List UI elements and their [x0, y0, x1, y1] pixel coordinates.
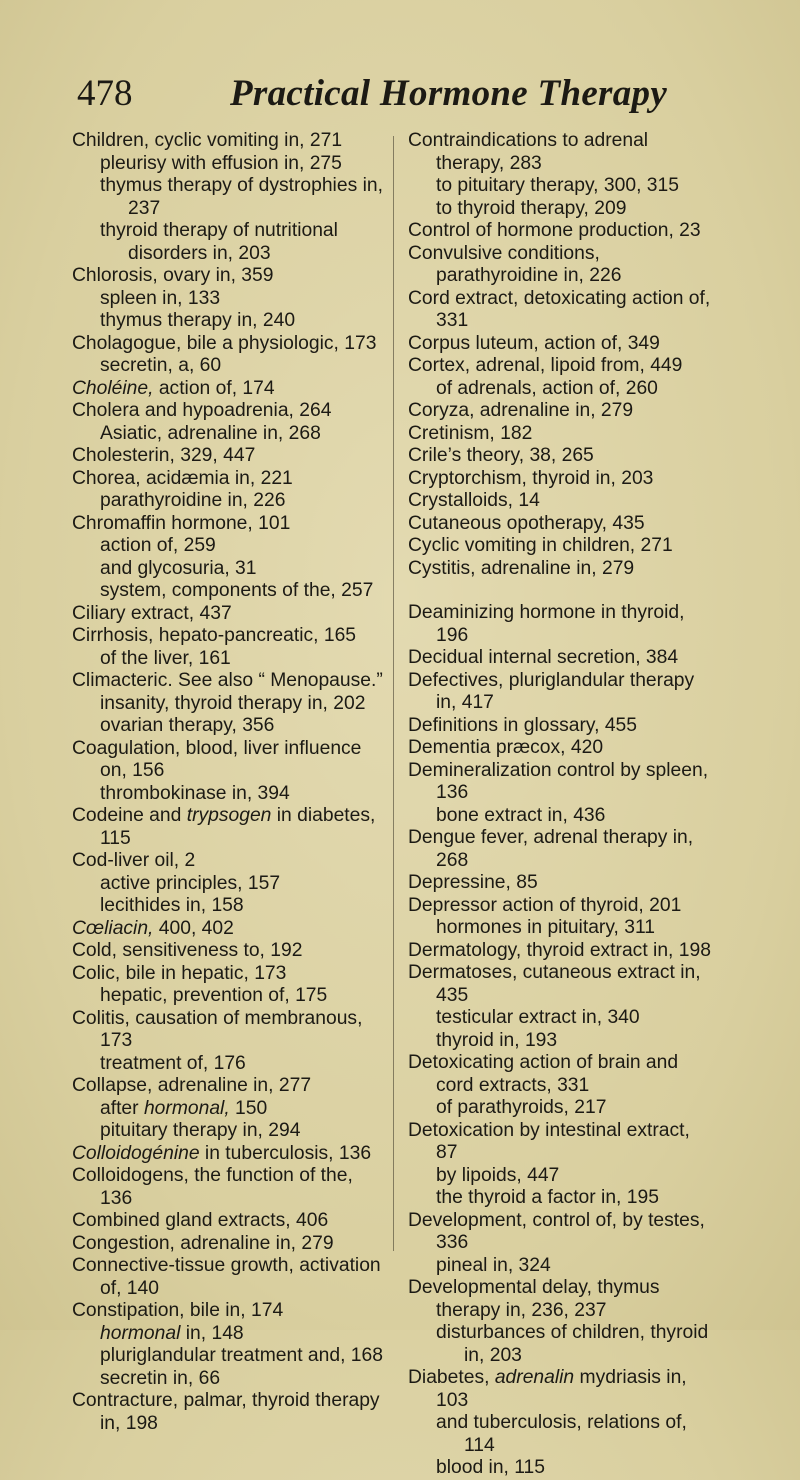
entry-italic-term: Choléine,	[72, 377, 154, 399]
index-entry	[408, 130, 713, 175]
entry-text: to pituitary therapy, 300, 315	[436, 175, 679, 196]
entry-text: ovarian therapy, 356	[100, 715, 275, 736]
entry-text: Colitis, causation of membranous, 173	[72, 1007, 363, 1051]
entry-text: pineal in, 324	[436, 1254, 551, 1276]
index-entry	[72, 670, 390, 693]
index-subentry	[408, 1412, 713, 1457]
entry-text: in diabetes, 115	[100, 805, 376, 849]
entry-text: Detoxicating action of brain and cord extracts, 331	[408, 1052, 679, 1096]
entry-text: thrombokinase in, 394	[100, 782, 290, 804]
entry-text: in tuberculosis, 136	[199, 1142, 372, 1164]
index-subentry	[408, 1255, 713, 1278]
index-entry	[408, 737, 713, 760]
entry-text: Defectives, pluriglandular therapy in, 417	[408, 669, 695, 713]
entry-text: Cystitis, adrenaline in, 279	[408, 557, 635, 579]
entry-text: Development, control of, by testes, 336	[408, 1209, 705, 1253]
entry-text: Connective-tissue growth, activation of, 140	[72, 1255, 381, 1299]
index-subentry	[72, 423, 390, 446]
entry-text: Cirrhosis, hepato-pancreatic, 165	[72, 625, 357, 646]
index-entry	[408, 535, 713, 558]
index-entry	[72, 513, 390, 536]
index-subentry	[72, 873, 390, 896]
entry-text: Dementia præcox, 420	[408, 737, 604, 758]
entry-text: Definitions in glossary, 455	[408, 714, 637, 736]
index-entry	[408, 1277, 713, 1322]
entry-text: Cholera and hypoadrenia, 264	[72, 400, 332, 421]
index-entry	[72, 963, 390, 986]
index-subentry	[72, 288, 390, 311]
entry-text: Deaminizing hormone in thyroid, 196	[408, 602, 685, 646]
entry-text: Corpus luteum, action of, 349	[408, 332, 660, 354]
index-subentry	[72, 783, 390, 806]
entry-text: and glycosuria, 31	[100, 557, 257, 579]
entry-text: Depressine, 85	[408, 872, 538, 893]
entry-text: Contracture, palmar, thyroid therapy in, 198	[72, 1390, 380, 1434]
entry-text: Colloidogens, the function of the, 136	[72, 1165, 353, 1209]
index-entry	[72, 265, 390, 288]
index-entry	[408, 513, 713, 536]
entry-text: Cord extract, detoxicating action of, 331	[408, 287, 711, 331]
entry-text: lecithides in, 158	[100, 895, 244, 916]
entry-text: spleen in, 133	[100, 287, 221, 309]
entry-text: Control of hormone production, 23	[408, 220, 701, 241]
index-subentry	[408, 175, 713, 198]
index-entry	[408, 647, 713, 670]
index-entry	[408, 220, 713, 243]
entry-text: of parathyroids, 217	[436, 1097, 607, 1118]
entry-text: by lipoids, 447	[436, 1164, 560, 1186]
index-entry	[408, 400, 713, 423]
index-entry	[408, 670, 713, 715]
entry-text: thyroid in, 193	[436, 1029, 558, 1051]
index-entry	[408, 333, 713, 356]
entry-italic-term: hormonal,	[143, 1097, 230, 1119]
entry-text: 150	[229, 1097, 268, 1119]
entry-text: and tuberculosis, relations of, 114	[436, 1412, 687, 1456]
index-entry	[72, 400, 390, 423]
entry-text: Ciliary extract, 437	[72, 602, 232, 624]
entry-text: Detoxication by intestinal extract, 87	[408, 1119, 690, 1163]
entry-italic-term: hormonal	[100, 1322, 181, 1344]
index-subentry	[72, 580, 390, 603]
entry-text: Convulsive conditions, parathyroidine in, 226	[408, 242, 622, 286]
index-subentry	[408, 1030, 713, 1053]
entry-text: hepatic, prevention of, 175	[100, 985, 328, 1006]
index-entry	[72, 445, 390, 468]
entry-text: Cold, sensitiveness to, 192	[72, 940, 303, 961]
index-entry	[72, 918, 390, 941]
entry-text: Developmental delay, thymus therapy in, 236, 237	[408, 1277, 660, 1321]
index-entry	[72, 378, 390, 401]
index-subentry	[72, 1323, 390, 1346]
entry-text: active principles, 157	[100, 872, 281, 894]
index-subentry	[72, 153, 390, 176]
index-subentry	[408, 1457, 713, 1480]
index-subentry	[408, 1097, 713, 1120]
entry-text: pluriglandular treatment and, 168	[100, 1345, 383, 1366]
index-subentry	[72, 558, 390, 581]
entry-text: Diabetes,	[408, 1367, 495, 1388]
entry-text: Colic, bile in hepatic, 173	[72, 962, 287, 984]
entry-text: Cortex, adrenal, lipoid from, 449	[408, 355, 683, 376]
page-header	[0, 64, 800, 124]
entry-text: in, 148	[180, 1322, 244, 1344]
entry-text: Chorea, acidæmia in, 221	[72, 467, 293, 489]
index-column-left	[72, 130, 390, 1435]
index-entry	[72, 1210, 390, 1233]
index-subentry	[72, 535, 390, 558]
entry-text: hormones in pituitary, 311	[436, 917, 655, 938]
index-subentry	[72, 1098, 390, 1121]
index-entry	[408, 558, 713, 581]
index-subentry	[72, 895, 390, 918]
entry-text: pituitary therapy in, 294	[100, 1120, 301, 1141]
index-entry	[408, 468, 713, 491]
entry-text: Congestion, adrenaline in, 279	[72, 1232, 334, 1254]
entry-text: Cholagogue, bile a physiologic, 173	[72, 332, 377, 354]
page-number: 478	[77, 73, 133, 114]
index-entry	[408, 602, 713, 647]
entry-text: Constipation, bile in, 174	[72, 1300, 284, 1321]
running-title: Practical Hormone Therapy	[230, 73, 668, 114]
index-entry	[408, 940, 713, 963]
index-entry	[408, 962, 713, 1007]
index-entry	[72, 625, 390, 648]
index-entry	[408, 1120, 713, 1165]
index-entry	[408, 827, 713, 872]
index-subentry	[72, 648, 390, 671]
entry-text: after	[100, 1097, 144, 1119]
entry-text: testicular extract in, 340	[436, 1007, 640, 1028]
column-divider	[393, 136, 394, 1251]
index-subentry	[72, 1345, 390, 1368]
entry-text: Climacteric. See also “ Menopause.”	[72, 670, 383, 691]
entry-text: Contraindications to adrenal therapy, 283	[408, 130, 649, 174]
index-subentry	[408, 805, 713, 828]
entry-text: Combined gland extracts, 406	[72, 1210, 329, 1231]
entry-text: Depressor action of thyroid, 201	[408, 894, 682, 916]
entry-text: Chlorosis, ovary in, 359	[72, 265, 274, 286]
index-subentry	[408, 1187, 713, 1210]
entry-text: Chromaffin hormone, 101	[72, 512, 291, 534]
entry-text: of the liver, 161	[100, 647, 231, 669]
index-entry	[408, 445, 713, 468]
index-entry	[72, 1075, 390, 1098]
index-subentry	[408, 198, 713, 221]
index-subentry	[408, 1007, 713, 1030]
entry-text: secretin, a, 60	[100, 355, 222, 376]
index-entry	[72, 805, 390, 850]
entry-italic-term: adrenalin	[494, 1367, 575, 1388]
entry-italic-term: trypsogen	[186, 805, 272, 826]
index-entry	[408, 1367, 713, 1412]
index-subentry	[408, 1322, 713, 1367]
index-entry	[72, 1233, 390, 1256]
index-entry	[408, 760, 713, 805]
entry-text: Coryza, adrenaline in, 279	[408, 400, 634, 421]
entry-text: action of, 259	[100, 535, 216, 556]
index-subentry	[72, 310, 390, 333]
entry-text: Cutaneous opotherapy, 435	[408, 512, 645, 534]
index-entry	[72, 333, 390, 356]
entry-text: thymus therapy of dystrophies in, 237	[100, 175, 383, 219]
entry-text: Crystalloids, 14	[408, 490, 540, 511]
index-subentry	[72, 355, 390, 378]
index-entry	[408, 288, 713, 333]
entry-text: system, components of the, 257	[100, 580, 374, 601]
index-entry	[72, 940, 390, 963]
entry-text: Crile’s theory, 38, 265	[408, 445, 594, 466]
entry-text: Cod-liver oil, 2	[72, 850, 196, 871]
entry-text: Children, cyclic vomiting in, 271	[72, 130, 343, 151]
entry-text: thymus therapy in, 240	[100, 310, 296, 331]
index-entry	[72, 1008, 390, 1053]
entry-text: insanity, thyroid therapy in, 202	[100, 692, 366, 714]
entry-text: Cretinism, 182	[408, 422, 533, 444]
index-entry	[72, 850, 390, 873]
index-subentry	[72, 1368, 390, 1391]
index-column-right	[408, 130, 713, 1480]
entry-text: bone extract in, 436	[436, 804, 606, 826]
index-subentry	[408, 1165, 713, 1188]
index-entry	[408, 715, 713, 738]
index-subentry	[72, 490, 390, 513]
index-subentry	[72, 985, 390, 1008]
index-subentry	[408, 917, 713, 940]
index-entry	[408, 895, 713, 918]
entry-text: the thyroid a factor in, 195	[436, 1187, 659, 1208]
entry-text: pleurisy with effusion in, 275	[100, 152, 342, 174]
index-entry	[408, 490, 713, 513]
index-subentry	[72, 1120, 390, 1143]
index-entry	[408, 355, 713, 378]
index-subentry	[408, 378, 713, 401]
entry-text: Dengue fever, adrenal therapy in, 268	[408, 827, 694, 871]
index-subentry	[72, 175, 390, 220]
index-entry	[72, 1390, 390, 1435]
entry-text: parathyroidine in, 226	[100, 490, 286, 511]
entry-text: Codeine and	[72, 805, 187, 826]
index-entry	[72, 1300, 390, 1323]
index-subentry	[72, 1053, 390, 1076]
index-entry	[72, 468, 390, 491]
index-entry	[72, 738, 390, 783]
entry-text: mydriasis in, 103	[436, 1367, 687, 1411]
index-entry	[72, 1255, 390, 1300]
index-subentry	[72, 715, 390, 738]
entry-italic-term: Colloidogénine	[72, 1142, 200, 1164]
entry-italic-term: Cœliacin,	[72, 917, 154, 939]
index-subentry	[72, 220, 390, 265]
index-entry	[408, 423, 713, 446]
index-entry	[408, 872, 713, 895]
entry-text: to thyroid therapy, 209	[436, 197, 627, 219]
entry-text: thyroid therapy of nutritional disorders in, 203	[100, 220, 338, 264]
entry-text: secretin in, 66	[100, 1367, 221, 1389]
entry-text: Cryptorchism, thyroid in, 203	[408, 467, 654, 489]
index-entry	[72, 603, 390, 626]
entry-text: action of, 174	[153, 377, 275, 399]
entry-text: Coagulation, blood, liver influence on, 156	[72, 737, 362, 781]
index-entry	[72, 130, 390, 153]
index-entry	[408, 1210, 713, 1255]
entry-text: of adrenals, action of, 260	[436, 377, 658, 399]
entry-text: disturbances of children, thyroid in, 203	[436, 1322, 709, 1366]
entry-text: blood in, 115	[436, 1457, 545, 1478]
index-subentry	[72, 693, 390, 716]
index-entry	[408, 1052, 713, 1097]
index-entry	[408, 243, 713, 288]
entry-text: Cholesterin, 329, 447	[72, 445, 256, 466]
entry-text: Asiatic, adrenaline in, 268	[100, 422, 321, 444]
section-gap	[408, 580, 713, 602]
index-entry	[72, 1165, 390, 1210]
entry-text: treatment of, 176	[100, 1052, 246, 1074]
entry-text: Dermatology, thyroid extract in, 198	[408, 939, 711, 961]
index-entry	[72, 1143, 390, 1166]
entry-text: Cyclic vomiting in children, 271	[408, 535, 673, 556]
entry-text: Demineralization control by spleen, 136	[408, 759, 709, 803]
entry-text: Dermatoses, cutaneous extract in, 435	[408, 962, 701, 1006]
entry-text: Collapse, adrenaline in, 277	[72, 1075, 312, 1096]
entry-text: Decidual internal secretion, 384	[408, 647, 679, 668]
entry-text: 400, 402	[153, 917, 234, 939]
